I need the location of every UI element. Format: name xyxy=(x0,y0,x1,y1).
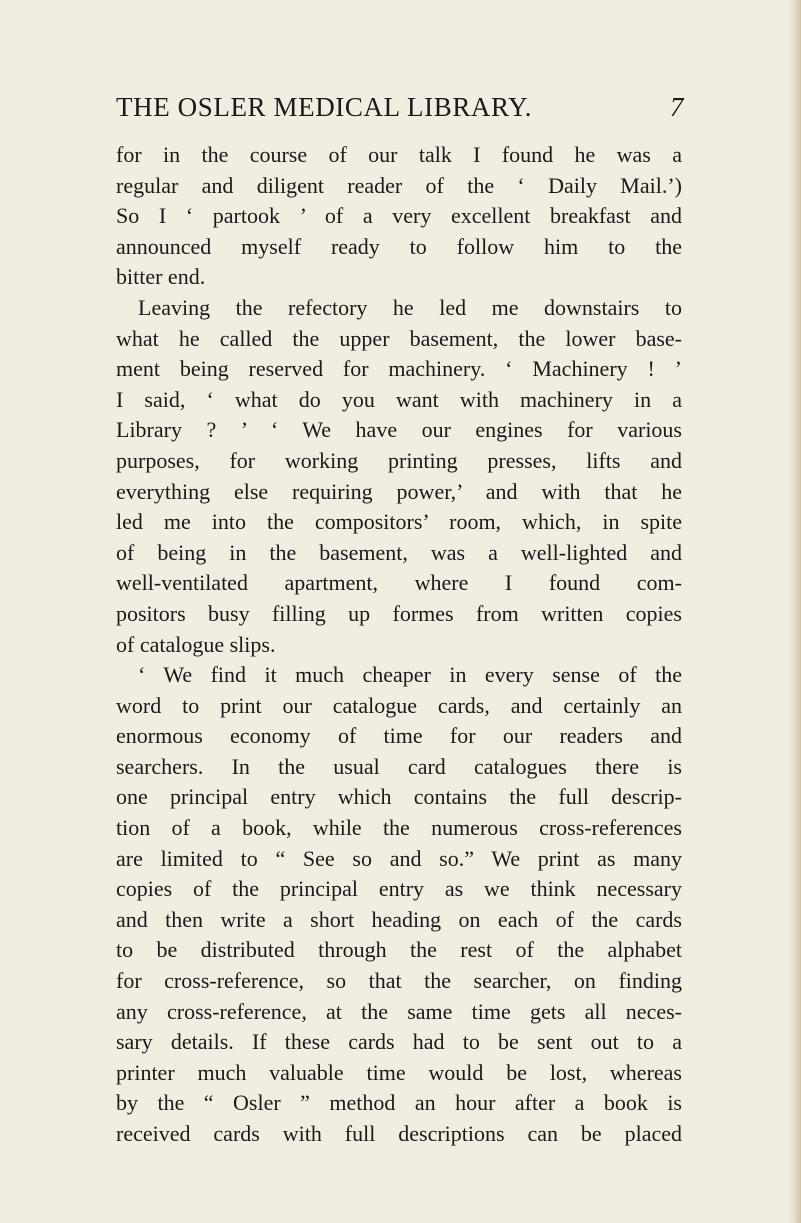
text-line: So I ‘ partook ’ of a very excellent breakfast and xyxy=(116,203,682,229)
text-line: purposes, for working printing presses, lifts and xyxy=(116,447,682,473)
text-line: ment being reserved for machinery. ‘ Machinery ! ’ xyxy=(116,356,682,382)
text-line: sary details. If these cards had to be sent out to a xyxy=(116,1029,682,1055)
text-line: bitter end. xyxy=(116,264,206,290)
body-text xyxy=(116,140,682,1150)
text-line: positors busy filling up formes from written copies xyxy=(116,600,682,626)
text-line: one principal entry which contains the full descrip- xyxy=(116,784,682,810)
text-line: announced myself ready to follow him to the xyxy=(116,233,682,259)
text-line: ‘ We find it much cheaper in every sense of the xyxy=(138,662,682,688)
text-line: to be distributed through the rest of the alphabet xyxy=(116,937,682,963)
text-line: Library ? ’ ‘ We have our engines for various xyxy=(116,417,682,443)
page-number: 7 xyxy=(669,92,684,122)
text-line: I said, ‘ what do you want with machinery in a xyxy=(116,386,682,412)
text-line: for cross-reference, so that the searcher, on finding xyxy=(116,968,682,994)
running-head-title: THE OSLER MEDICAL LIBRARY. xyxy=(116,92,533,122)
text-line: for in the course of our talk I found he was a xyxy=(116,142,682,167)
text-line: of catalogue slips. xyxy=(116,631,276,657)
text-line: copies of the principal entry as we think necessary xyxy=(116,876,682,902)
text-line: any cross-reference, at the same time gets all neces- xyxy=(116,998,682,1024)
text-line: enormous economy of time for our readers and xyxy=(116,723,682,749)
text-line: are limited to “ See so and so.” We print as many xyxy=(116,845,682,871)
text-line: what he called the upper basement, the lower base- xyxy=(116,325,682,351)
text-line: everything else requiring power,’ and with that he xyxy=(116,478,682,504)
text-line: word to print our catalogue cards, and certainly an xyxy=(116,692,682,718)
text-line: well-ventilated apartment, where I found com- xyxy=(116,570,682,596)
text-line: received cards with full descriptions can be placed xyxy=(116,1121,682,1146)
text-line: searchers. In the usual card catalogues there is xyxy=(116,753,682,779)
text-line: by the “ Osler ” method an hour after a book is xyxy=(116,1090,682,1116)
page-edge-shadow xyxy=(787,0,801,1223)
text-line: regular and diligent reader of the ‘ Daily Mail.’) xyxy=(116,172,682,198)
text-line: led me into the compositors’ room, which, in spite xyxy=(116,509,682,535)
text-line: of being in the basement, was a well-lighted and xyxy=(116,539,682,565)
running-head xyxy=(116,92,684,128)
text-line: and then write a short heading on each of the cards xyxy=(116,906,682,932)
text-line: tion of a book, while the numerous cross-references xyxy=(116,815,682,841)
text-line: Leaving the refectory he led me downstairs to xyxy=(138,294,682,320)
text-line: printer much valuable time would be lost, whereas xyxy=(116,1059,682,1085)
